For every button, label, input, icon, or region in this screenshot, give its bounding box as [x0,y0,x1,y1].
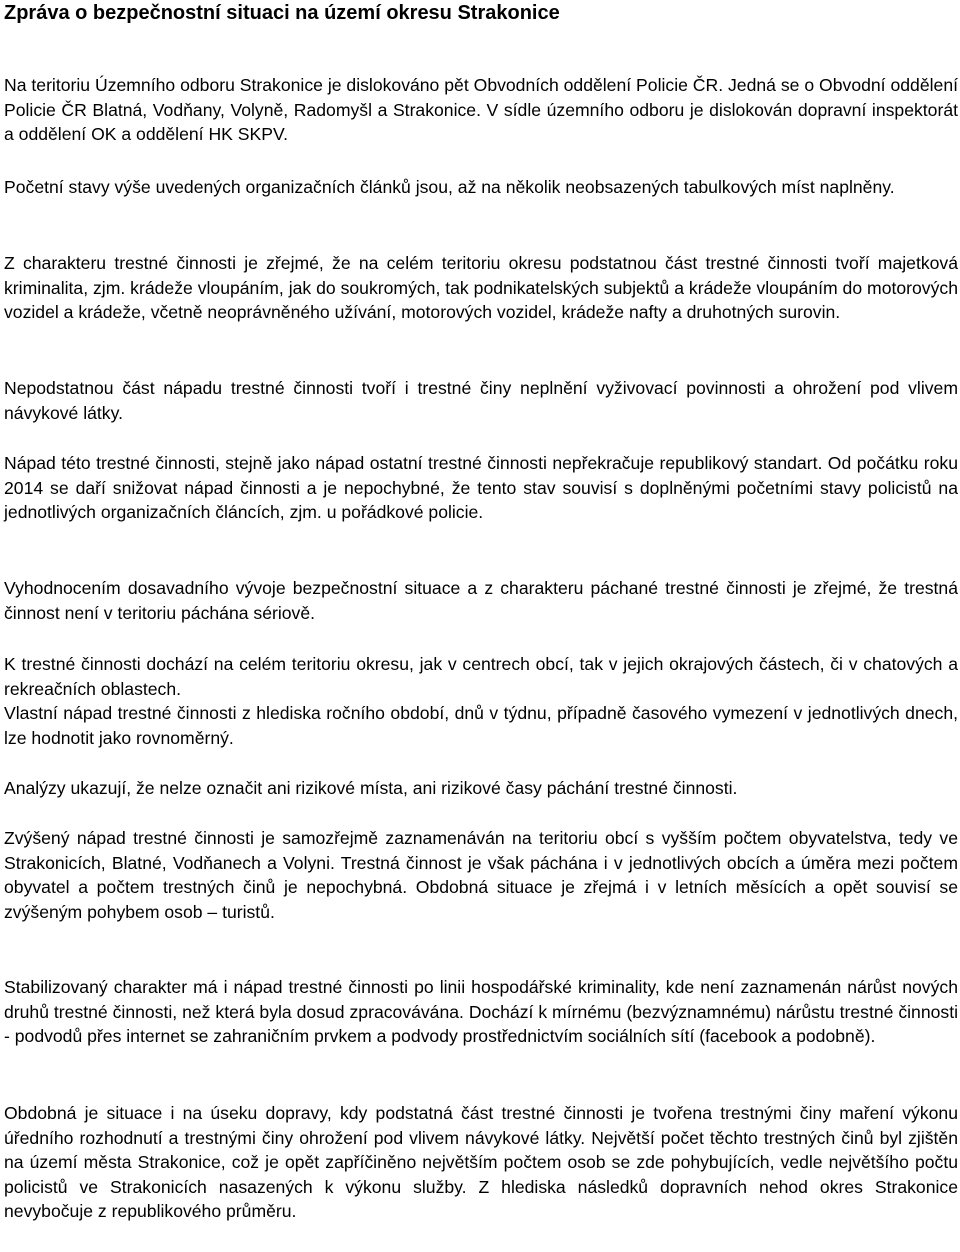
document-page [4,0,958,1222]
paragraph-locations: K trestné činnosti dochází na celém teritoriu okresu, jak v centrech obcí, tak v jejich okrajových částech, či v chatových a rekreačních oblastech. [4,654,958,699]
paragraph-analysis: Analýzy ukazují, že nelze označit ani rizikové místa, ani rizikové časy páchání trestné činnosti. [4,778,738,798]
paragraph-units: Na teritoriu Územního odboru Strakonice je dislokováno pět Obvodních oddělení Policie ČR. Jedná se o Obvodní oddělení Policie ČR Blatná, Vodňany, Volyně, Radomyšl a Strakonice. V sídle územního odboru je dislokován dopravní inspektorát a oddělení OK a oddělení HK SKPV. [4,75,958,145]
document-title: Zpráva o bezpečnostní situaci na území okresu Strakonice [4,2,560,24]
paragraph-traffic: Obdobná je situace i na úseku dopravy, kdy podstatná část trestné činnosti je tvořena trestnými činy maření výkonu úředního rozhodnutí a trestnými činy ohrožení pod vlivem návykové látky. Největší počet těchto trestných činů byl zjištěn na území města Strakonice, což je opět zapříčiněno největším počtem osob se zde pohybujících, vedle největšího počtu policistů ve Strakonicích nasazených k výkonu služby. Z hlediska následků dopravních nehod okres Strakonice nevybočuje z republikového průměru. [4,1103,958,1222]
paragraph-crime-character: Z charakteru trestné činnosti je zřejmé, že na celém teritoriu okresu podstatnou část trestné činnosti tvoří majetková kriminalita, zjm. krádeže vloupáním, jak do soukromých, tak podnikatelských subjektů a krádeže vloupáním do motorových vozidel a krádeže, včetně neoprávněného užívání, motorových vozidel, krádeže nafty a druhotných surovin. [4,253,958,323]
paragraph-evaluation: Vyhodnocením dosavadního vývoje bezpečnostní situace a z charakteru páchané trestné činnosti je zřejmé, že trestná činnost není v teritoriu páchána sériově. [4,578,958,623]
paragraph-timing: Vlastní nápad trestné činnosti z hlediska ročního období, dnů v týdnu, případně časového vymezení v jednotlivých dnech, lze hodnotit jako rovnoměrný. [4,703,958,748]
paragraph-minor-crime: Nepodstatnou část nápadu trestné činnosti tvoří i trestné činy neplnění vyživovací povinnosti a ohrožení pod vlivem návykové látky. [4,378,958,423]
paragraph-population: Zvýšený nápad trestné činnosti je samozřejmě zaznamenáván na teritoriu obcí s vyšším počtem obyvatelstva, tedy ve Strakonicích, Blatné, Vodňanech a Volyni. Trestná činnost je však páchána i v jednotlivých obcích a úměra mezi počtem obyvatel a počtem trestných činů je nepochybná. Obdobná situace je zřejmá i v letních měsících a opět souvisí se zvýšeným pohybem osob – turistů. [4,828,958,922]
paragraph-crime-rate: Nápad této trestné činnosti, stejně jako nápad ostatní trestné činnosti nepřekračuje republikový standart. Od počátku roku 2014 se daří snižovat nápad činnosti a je nepochybné, že tento stav souvisí s doplněnými početními stavy policistů na jednotlivých organizačních článcích, zjm. u pořádkové policie. [4,453,958,523]
paragraph-staffing: Početní stavy výše uvedených organizačních článků jsou, až na několik neobsazených tabulkových míst naplněny. [4,177,895,197]
paragraph-economic-crime: Stabilizovaný charakter má i nápad trestné činnosti po linii hospodářské kriminality, kde není zaznamenán nárůst nových druhů trestné činnosti, než která byla dosud zpracovávána. Dochází k mírnému (bezvýznamnému) nárůstu trestné činnosti - podvodů přes internet se zahraničním prvkem a podvody prostřednictvím sociálních sítí (facebook a podobně). [4,977,958,1047]
